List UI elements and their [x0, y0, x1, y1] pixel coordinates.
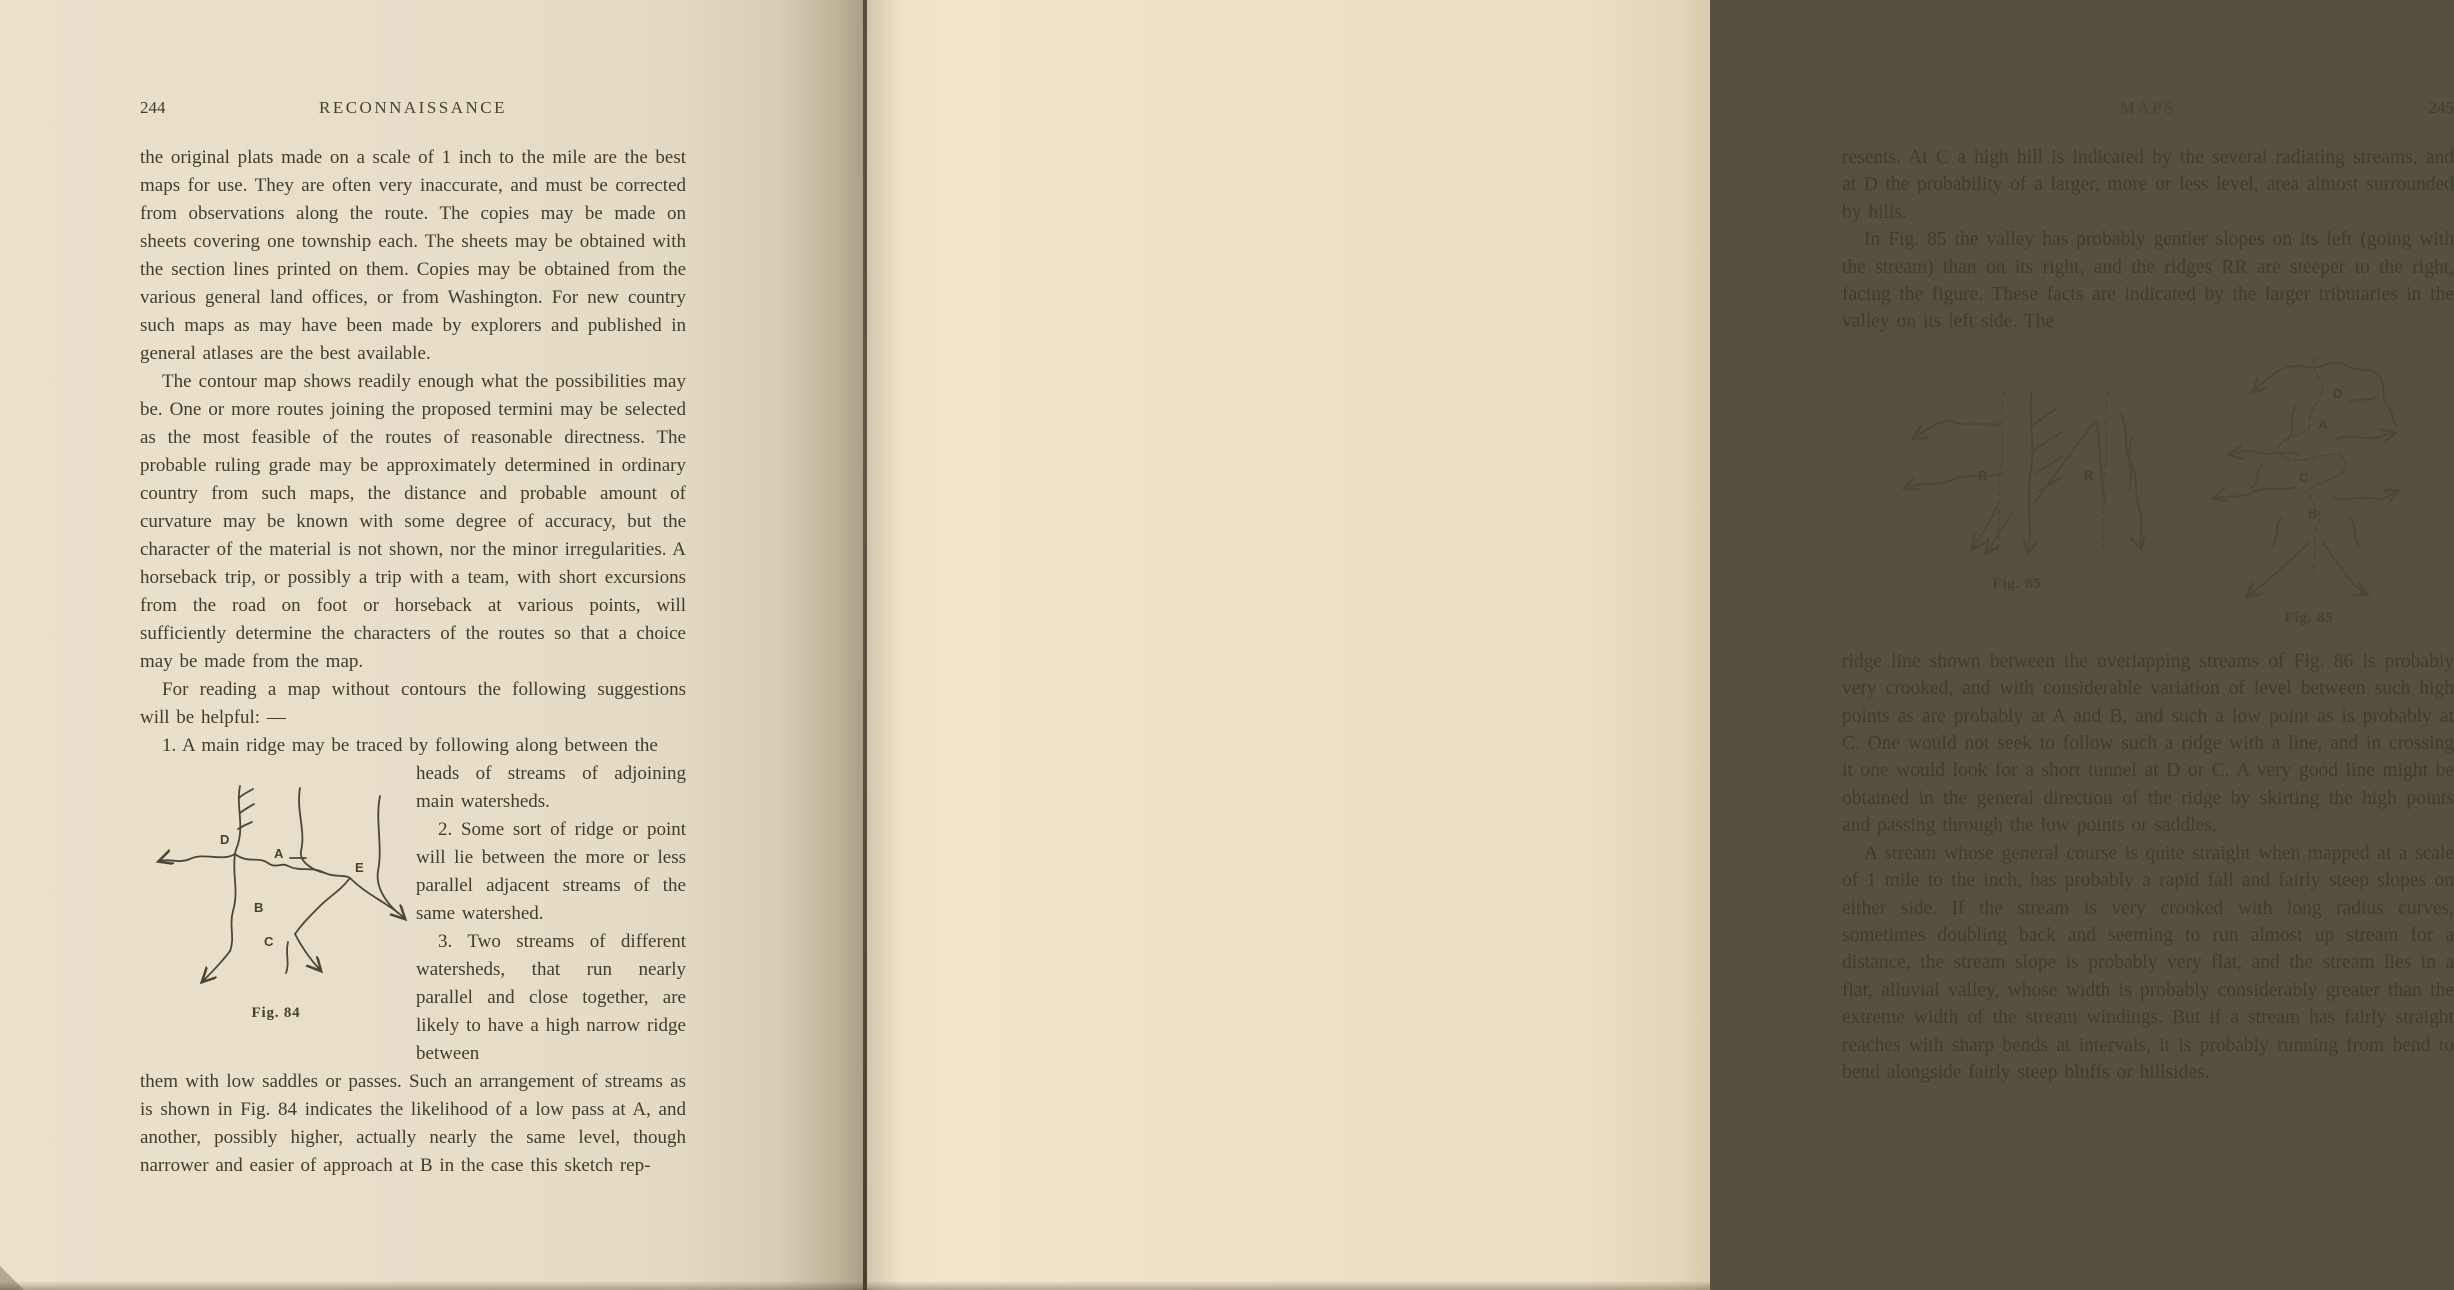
figure-84 [140, 760, 412, 1022]
figure-85-label-r1: R [1978, 467, 1988, 483]
page-number-right: 245 [2428, 98, 2454, 117]
figures-row [1842, 342, 2454, 648]
figure-84-label-e: E [355, 860, 364, 875]
paragraph-resents: resents. At C a high hill is indicated by the several radiating streams, and at D the probability of a larger, more or less level, area almost surrounded by hills. [1842, 147, 2454, 223]
paragraph-contour-map: The contour map shows readily enough what the possibilities may be. One or more routes joining the proposed termini may be selected as the most feasible of the routes of reasonable directness. The probable ruling grade may be approximately determined in ordinary country from such maps, the distance and probable amount of curvature may be known with some degree of accuracy, but the character of the material is not shown, nor the minor irregularities. A horseback trip, or possibly a trip with a team, with short excursions from the road on foot or horseback at various points, will sufficiently determine the characters of the routes so that a choice may be made from the map. [140, 371, 686, 672]
running-head-right: MAPS [2119, 98, 2177, 117]
stream-sketch [1906, 390, 2141, 554]
figure-85-sketch [1892, 384, 2142, 574]
paragraph-fig85-valley: In Fig. 85 the valley has probably gentler slopes on its left (going with the stream) than on its right, and the ridges RR are steeper to the right, facing the figure. These facts are indicated by the larger tributaries in the valley on its left side. The [1842, 229, 2454, 333]
figure-84-label-c: C [264, 934, 274, 949]
page-corner-shadow [0, 1266, 24, 1290]
page-number-left: 244 [140, 98, 166, 117]
page-right-content [1842, 98, 2454, 1086]
paragraph-ridge-line: ridge line shown between the overlapping streams of Fig. 86 is probably very crooked, and with considerable variation of level between such high points as are probably at A and B, and such a low point as is probably at C. One would not seek to follow such a ridge with a line, and in crossing it one would look for a short tunnel at D or C. A very good line might be obtained in the general direction of the ridge by skirting the high points and passing through the low points or saddles. [1842, 650, 2454, 837]
running-head-left: RECONNAISSANCE [318, 98, 508, 117]
page-left-body [140, 144, 686, 1180]
list-item-3-continued: them with low saddles or passes. Such an arrangement of streams as is shown in Fig. 84 indicates the likelihood of a low pass at A, and another, possibly higher, actually nearly the same level, though narrower and easier of approach at B in the case this sketch rep- [140, 1071, 686, 1176]
page-right-header [1842, 98, 2454, 118]
list-item-1-lead: 1. A main ridge may be traced by following along between the [162, 735, 658, 756]
figure-86-label-a: A [2318, 416, 2328, 432]
figure-84-label-d: D [220, 832, 230, 847]
figure-84-side-text [412, 760, 686, 1068]
list-item-1-rest: heads of streams of adjoining main watersheds. [416, 763, 686, 812]
figure-84-caption: Fig. 84 [251, 1005, 301, 1021]
figure-85-label-r2: R [2084, 467, 2094, 483]
figure-84-sketch [140, 766, 412, 998]
paragraph-list-intro: For reading a map without contours the following suggestions will be helpful: — [140, 679, 686, 728]
figure-84-label-b: B [254, 900, 264, 915]
page-left [0, 0, 864, 1290]
page-left-content [140, 98, 686, 1180]
page-right-body [1842, 144, 2454, 1086]
figure-86-caption: Fig. 85 [2284, 609, 2334, 626]
figure-84-wrap [140, 760, 686, 1068]
page-right [867, 0, 2454, 1290]
figure-86-label-c: C [2299, 469, 2309, 485]
figure-84-label-a: A [274, 846, 284, 861]
figure-86-sketch [2200, 346, 2418, 608]
figure-85-caption: Fig. 85 [1992, 575, 2042, 592]
list-item-3: 3. Two streams of different watersheds, that run nearly parallel and close together, are likely to have a high narrow ridge between [416, 931, 686, 1064]
figure-86-label-b: B [2308, 505, 2318, 521]
figure-86-label-d: D [2333, 385, 2343, 401]
stream-sketch [160, 786, 404, 981]
paragraph-stream-course: A stream whose general course is quite straight when mapped at a scale of 1 mile to the inch, has probably a rapid fall and fairly steep slopes on either side. If the stream is very crooked with long radius curves, sometimes doubling back and seeming to run almost up stream for a distance, the stream slope is probably very flat, and the stream lies in a flat, alluvial valley, whose width is probably considerably greater than the extreme width of the stream windings. But if a stream has fairly straight reaches with sharp bends at intervals, it is probably running from bend to bend alongside fairly steep bluffs or hillsides. [1842, 842, 2454, 1083]
list-item-2: 2. Some sort of ridge or point will lie between the more or less parallel adjacent streams of the same watershed. [416, 819, 686, 924]
page-left-header [140, 98, 686, 118]
paragraph-plats: the original plats made on a scale of 1 inch to the mile are the best maps for use. They are often very inaccurate, and must be corrected from observations along the route. The copies may be made on sheets covering one township each. The sheets may be obtained with the section lines printed on them. Copies may be obtained from the various general land offices, or from Washington. For new country such maps as may have been made by explorers and published in general atlases are the best available. [140, 147, 686, 364]
